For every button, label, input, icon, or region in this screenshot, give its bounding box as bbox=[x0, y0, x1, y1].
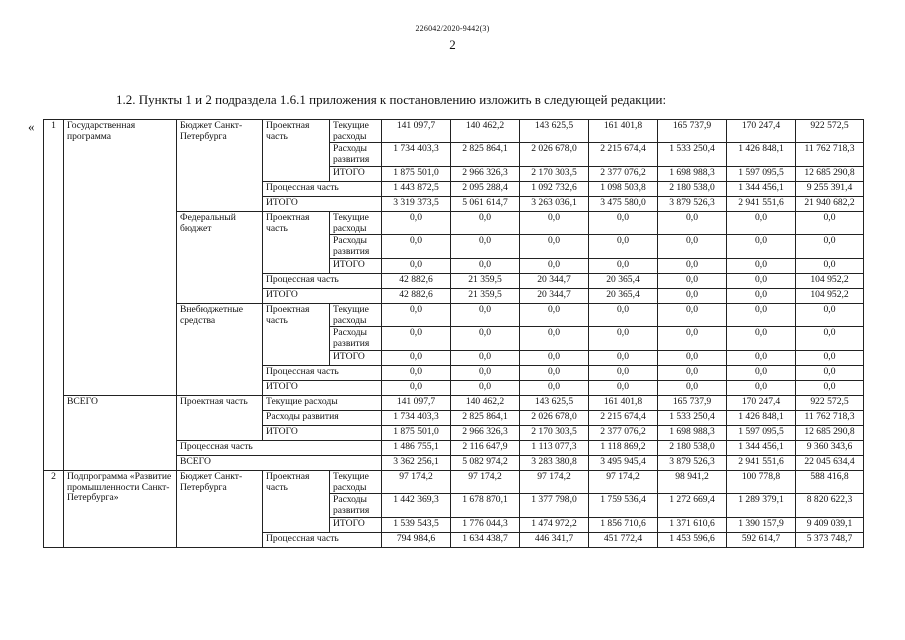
value-cell: 1 597 095,5 bbox=[727, 425, 796, 440]
value-cell: 0,0 bbox=[382, 350, 451, 365]
value-cell: 1 698 988,3 bbox=[658, 425, 727, 440]
value-cell: 97 174,2 bbox=[382, 470, 451, 493]
value-cell: 97 174,2 bbox=[520, 470, 589, 493]
value-cell: 0,0 bbox=[727, 303, 796, 326]
development-expenses-label: Расходы развития bbox=[330, 327, 382, 350]
value-cell: 12 685 290,8 bbox=[796, 166, 864, 181]
value-cell: 1 443 872,5 bbox=[382, 181, 451, 196]
value-cell: 3 263 036,1 bbox=[520, 196, 589, 211]
value-cell: 0,0 bbox=[589, 365, 658, 380]
value-cell: 104 952,2 bbox=[796, 273, 864, 288]
value-cell: 165 737,9 bbox=[658, 120, 727, 143]
value-cell: 1 634 438,7 bbox=[451, 532, 520, 547]
value-cell: 0,0 bbox=[382, 303, 451, 326]
project-part-label: Проектная часть bbox=[263, 120, 330, 182]
value-cell: 0,0 bbox=[589, 350, 658, 365]
value-cell: 100 778,8 bbox=[727, 470, 796, 493]
value-cell: 0,0 bbox=[382, 258, 451, 273]
document-number: 226042/2020-9442(3) bbox=[415, 24, 490, 33]
development-expenses-label: Расходы развития bbox=[330, 235, 382, 258]
value-cell: 2 170 303,5 bbox=[520, 425, 589, 440]
value-cell: 140 462,2 bbox=[451, 120, 520, 143]
value-cell: 0,0 bbox=[520, 211, 589, 234]
current-expenses-label: Текущие расходы bbox=[330, 211, 382, 234]
project-part-label: Проектная часть bbox=[263, 303, 330, 365]
value-cell: 21 359,5 bbox=[451, 273, 520, 288]
value-cell: 5 082 974,2 bbox=[451, 455, 520, 470]
value-cell: 0,0 bbox=[382, 365, 451, 380]
value-cell: 0,0 bbox=[451, 235, 520, 258]
value-cell: 9 360 343,6 bbox=[796, 440, 864, 455]
value-cell: 1 734 403,3 bbox=[382, 143, 451, 166]
value-cell: 3 319 373,5 bbox=[382, 196, 451, 211]
program-name: Подпрограмма «Развитие промышленности Санкт-Петербурга» bbox=[64, 470, 177, 547]
value-cell: 0,0 bbox=[727, 288, 796, 303]
value-cell: 0,0 bbox=[727, 211, 796, 234]
value-cell: 2 026 678,0 bbox=[520, 410, 589, 425]
value-cell: 0,0 bbox=[589, 327, 658, 350]
value-cell: 1 856 710,6 bbox=[589, 517, 658, 532]
value-cell: 1 776 044,3 bbox=[451, 517, 520, 532]
value-cell: 1 486 755,1 bbox=[382, 440, 451, 455]
value-cell: 0,0 bbox=[589, 380, 658, 395]
value-cell: 0,0 bbox=[727, 258, 796, 273]
value-cell: 0,0 bbox=[796, 365, 864, 380]
value-cell: 143 625,5 bbox=[520, 120, 589, 143]
funding-source: Федеральный бюджет bbox=[177, 211, 263, 303]
value-cell: 588 416,8 bbox=[796, 470, 864, 493]
value-cell: 2 966 326,3 bbox=[451, 425, 520, 440]
development-expenses-label: Расходы развития bbox=[330, 494, 382, 517]
value-cell: 446 341,7 bbox=[520, 532, 589, 547]
section-heading: 1.2. Пункты 1 и 2 подраздела 1.6.1 приложения к постановлению изложить в следующей редакции: bbox=[116, 92, 667, 107]
value-cell: 1 734 403,3 bbox=[382, 410, 451, 425]
value-cell: 20 344,7 bbox=[520, 273, 589, 288]
value-cell: 1 533 250,4 bbox=[658, 143, 727, 166]
vsego-label: ВСЕГО bbox=[64, 395, 177, 470]
value-cell: 11 762 718,3 bbox=[796, 143, 864, 166]
value-cell: 1 533 250,4 bbox=[658, 410, 727, 425]
row-number: 1 bbox=[44, 120, 64, 471]
value-cell: 3 362 256,1 bbox=[382, 455, 451, 470]
value-cell: 0,0 bbox=[796, 350, 864, 365]
itogo-label: ИТОГО bbox=[330, 258, 382, 273]
value-cell: 1 092 732,6 bbox=[520, 181, 589, 196]
development-expenses-label: Расходы развития bbox=[330, 143, 382, 166]
value-cell: 1 390 157,9 bbox=[727, 517, 796, 532]
value-cell: 143 625,5 bbox=[520, 395, 589, 410]
value-cell: 0,0 bbox=[451, 365, 520, 380]
vsego-total-label: ВСЕГО bbox=[177, 455, 382, 470]
value-cell: 0,0 bbox=[796, 303, 864, 326]
value-cell: 97 174,2 bbox=[589, 470, 658, 493]
value-cell: 2 215 674,4 bbox=[589, 410, 658, 425]
table-row bbox=[44, 120, 864, 143]
value-cell: 42 882,6 bbox=[382, 288, 451, 303]
value-cell: 794 984,6 bbox=[382, 532, 451, 547]
value-cell: 922 572,5 bbox=[796, 120, 864, 143]
project-part-label: Проектная часть bbox=[263, 211, 330, 273]
value-cell: 2 116 647,9 bbox=[451, 440, 520, 455]
value-cell: 11 762 718,3 bbox=[796, 410, 864, 425]
value-cell: 0,0 bbox=[796, 258, 864, 273]
value-cell: 3 283 380,8 bbox=[520, 455, 589, 470]
value-cell: 170 247,4 bbox=[727, 120, 796, 143]
value-cell: 0,0 bbox=[451, 327, 520, 350]
value-cell: 2 941 551,6 bbox=[727, 455, 796, 470]
value-cell: 1 539 543,5 bbox=[382, 517, 451, 532]
value-cell: 0,0 bbox=[520, 258, 589, 273]
value-cell: 1 426 848,1 bbox=[727, 410, 796, 425]
funding-source: Внебюджетные средства bbox=[177, 303, 263, 395]
value-cell: 1 875 501,0 bbox=[382, 166, 451, 181]
value-cell: 9 409 039,1 bbox=[796, 517, 864, 532]
value-cell: 0,0 bbox=[796, 380, 864, 395]
value-cell: 3 879 526,3 bbox=[658, 455, 727, 470]
value-cell: 2 170 303,5 bbox=[520, 166, 589, 181]
value-cell: 140 462,2 bbox=[451, 395, 520, 410]
value-cell: 0,0 bbox=[520, 380, 589, 395]
value-cell: 0,0 bbox=[658, 273, 727, 288]
page-number: 2 bbox=[449, 37, 456, 52]
value-cell: 0,0 bbox=[658, 365, 727, 380]
process-part-label: Процессная часть bbox=[177, 440, 382, 455]
project-part-label: Проектная часть bbox=[263, 470, 330, 532]
value-cell: 0,0 bbox=[796, 211, 864, 234]
value-cell: 1 344 456,1 bbox=[727, 440, 796, 455]
value-cell: 0,0 bbox=[589, 211, 658, 234]
process-part-label: Процессная часть bbox=[263, 181, 382, 196]
value-cell: 0,0 bbox=[658, 235, 727, 258]
itogo-label: ИТОГО bbox=[330, 350, 382, 365]
value-cell: 98 941,2 bbox=[658, 470, 727, 493]
value-cell: 161 401,8 bbox=[589, 120, 658, 143]
total-label: ИТОГО bbox=[263, 196, 382, 211]
value-cell: 2 180 538,0 bbox=[658, 440, 727, 455]
value-cell: 0,0 bbox=[727, 380, 796, 395]
value-cell: 0,0 bbox=[520, 303, 589, 326]
funding-table bbox=[43, 119, 864, 548]
value-cell: 20 365,4 bbox=[589, 273, 658, 288]
value-cell: 1 597 095,5 bbox=[727, 166, 796, 181]
value-cell: 97 174,2 bbox=[451, 470, 520, 493]
value-cell: 0,0 bbox=[451, 380, 520, 395]
process-part-label: Процессная часть bbox=[263, 532, 382, 547]
value-cell: 0,0 bbox=[589, 303, 658, 326]
value-cell: 1 344 456,1 bbox=[727, 181, 796, 196]
value-cell: 2 377 076,2 bbox=[589, 166, 658, 181]
value-cell: 141 097,7 bbox=[382, 120, 451, 143]
value-cell: 20 344,7 bbox=[520, 288, 589, 303]
value-cell: 0,0 bbox=[727, 273, 796, 288]
itogo-label: ИТОГО bbox=[330, 517, 382, 532]
value-cell: 2 215 674,4 bbox=[589, 143, 658, 166]
value-cell: 104 952,2 bbox=[796, 288, 864, 303]
value-cell: 21 940 682,2 bbox=[796, 196, 864, 211]
value-cell: 141 097,7 bbox=[382, 395, 451, 410]
value-cell: 2 180 538,0 bbox=[658, 181, 727, 196]
value-cell: 0,0 bbox=[451, 211, 520, 234]
value-cell: 22 045 634,4 bbox=[796, 455, 864, 470]
value-cell: 0,0 bbox=[382, 235, 451, 258]
value-cell: 42 882,6 bbox=[382, 273, 451, 288]
itogo-label: ИТОГО bbox=[330, 166, 382, 181]
project-part-label: Проектная часть bbox=[177, 395, 263, 440]
value-cell: 1 453 596,6 bbox=[658, 532, 727, 547]
program-name: Государственная программа bbox=[64, 120, 177, 396]
value-cell: 2 966 326,3 bbox=[451, 166, 520, 181]
value-cell: 2 026 678,0 bbox=[520, 143, 589, 166]
current-expenses-label: Текущие расходы bbox=[330, 303, 382, 326]
value-cell: 0,0 bbox=[451, 303, 520, 326]
value-cell: 592 614,7 bbox=[727, 532, 796, 547]
value-cell: 0,0 bbox=[520, 327, 589, 350]
value-cell: 1 759 536,4 bbox=[589, 494, 658, 517]
value-cell: 0,0 bbox=[658, 327, 727, 350]
value-cell: 1 272 669,4 bbox=[658, 494, 727, 517]
value-cell: 0,0 bbox=[658, 258, 727, 273]
value-cell: 2 377 076,2 bbox=[589, 425, 658, 440]
value-cell: 0,0 bbox=[727, 235, 796, 258]
value-cell: 0,0 bbox=[796, 327, 864, 350]
value-cell: 0,0 bbox=[796, 235, 864, 258]
value-cell: 5 373 748,7 bbox=[796, 532, 864, 547]
value-cell: 21 359,5 bbox=[451, 288, 520, 303]
process-part-label: Процессная часть bbox=[263, 273, 382, 288]
value-cell: 0,0 bbox=[451, 350, 520, 365]
itogo-label: ИТОГО bbox=[263, 425, 382, 440]
value-cell: 2 095 288,4 bbox=[451, 181, 520, 196]
value-cell: 1 474 972,2 bbox=[520, 517, 589, 532]
process-part-label: Процессная часть bbox=[263, 365, 382, 380]
value-cell: 0,0 bbox=[727, 350, 796, 365]
funding-source: Бюджет Санкт-Петербурга bbox=[177, 470, 263, 547]
value-cell: 0,0 bbox=[658, 380, 727, 395]
development-expenses-label: Расходы развития bbox=[263, 410, 382, 425]
value-cell: 9 255 391,4 bbox=[796, 181, 864, 196]
value-cell: 0,0 bbox=[658, 303, 727, 326]
current-expenses-label: Текущие расходы bbox=[330, 120, 382, 143]
value-cell: 1 098 503,8 bbox=[589, 181, 658, 196]
value-cell: 0,0 bbox=[520, 350, 589, 365]
value-cell: 1 426 848,1 bbox=[727, 143, 796, 166]
value-cell: 2 941 551,6 bbox=[727, 196, 796, 211]
value-cell: 0,0 bbox=[658, 288, 727, 303]
value-cell: 1 289 379,1 bbox=[727, 494, 796, 517]
value-cell: 451 772,4 bbox=[589, 532, 658, 547]
total-label: ИТОГО bbox=[263, 380, 382, 395]
current-expenses-label: Текущие расходы bbox=[263, 395, 382, 410]
value-cell: 165 737,9 bbox=[658, 395, 727, 410]
value-cell: 3 879 526,3 bbox=[658, 196, 727, 211]
value-cell: 5 061 614,7 bbox=[451, 196, 520, 211]
current-expenses-label: Текущие расходы bbox=[330, 470, 382, 493]
value-cell: 1 678 870,1 bbox=[451, 494, 520, 517]
value-cell: 0,0 bbox=[382, 327, 451, 350]
value-cell: 1 371 610,6 bbox=[658, 517, 727, 532]
value-cell: 2 825 864,1 bbox=[451, 143, 520, 166]
value-cell: 12 685 290,8 bbox=[796, 425, 864, 440]
value-cell: 20 365,4 bbox=[589, 288, 658, 303]
value-cell: 0,0 bbox=[451, 258, 520, 273]
value-cell: 1 377 798,0 bbox=[520, 494, 589, 517]
value-cell: 1 698 988,3 bbox=[658, 166, 727, 181]
value-cell: 1 113 077,3 bbox=[520, 440, 589, 455]
value-cell: 3 475 580,0 bbox=[589, 196, 658, 211]
value-cell: 170 247,4 bbox=[727, 395, 796, 410]
table-row bbox=[44, 470, 864, 493]
value-cell: 2 825 864,1 bbox=[451, 410, 520, 425]
value-cell: 1 442 369,3 bbox=[382, 494, 451, 517]
value-cell: 161 401,8 bbox=[589, 395, 658, 410]
value-cell: 1 118 869,2 bbox=[589, 440, 658, 455]
open-quote-mark: « bbox=[28, 119, 35, 134]
value-cell: 0,0 bbox=[520, 235, 589, 258]
funding-source: Бюджет Санкт-Петербурга bbox=[177, 120, 263, 212]
value-cell: 0,0 bbox=[589, 235, 658, 258]
value-cell: 0,0 bbox=[382, 211, 451, 234]
value-cell: 0,0 bbox=[589, 258, 658, 273]
value-cell: 922 572,5 bbox=[796, 395, 864, 410]
value-cell: 0,0 bbox=[727, 365, 796, 380]
table-row bbox=[44, 395, 864, 410]
value-cell: 0,0 bbox=[520, 365, 589, 380]
total-label: ИТОГО bbox=[263, 288, 382, 303]
value-cell: 0,0 bbox=[382, 380, 451, 395]
value-cell: 3 495 945,4 bbox=[589, 455, 658, 470]
value-cell: 1 875 501,0 bbox=[382, 425, 451, 440]
value-cell: 8 820 622,3 bbox=[796, 494, 864, 517]
value-cell: 0,0 bbox=[727, 327, 796, 350]
value-cell: 0,0 bbox=[658, 350, 727, 365]
row-number: 2 bbox=[44, 470, 64, 547]
value-cell: 0,0 bbox=[658, 211, 727, 234]
funding-table-body bbox=[44, 120, 864, 548]
